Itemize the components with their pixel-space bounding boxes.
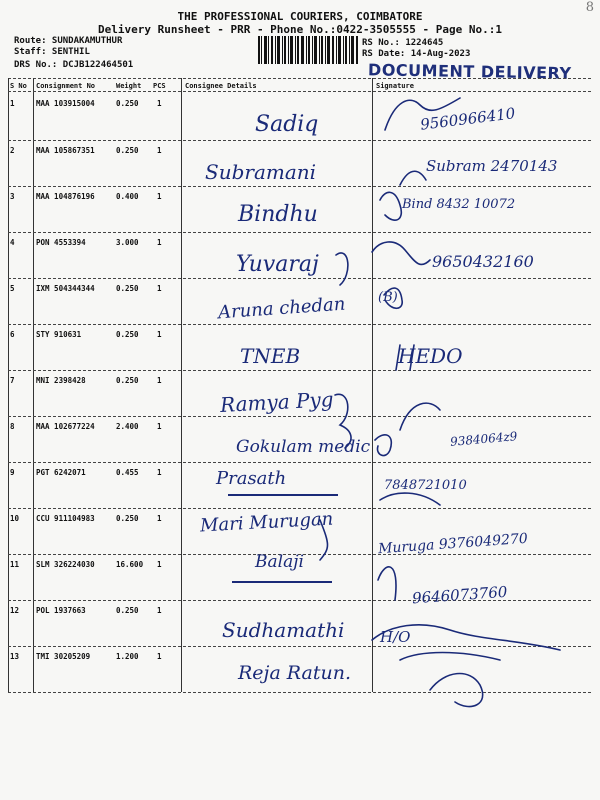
route-label: Route: SUNDAKAMUTHUR: [14, 36, 123, 46]
row-1-consignee: Sadiq: [255, 112, 319, 137]
row-9-sno: 9: [10, 468, 15, 477]
row-6-consignee: TNEB: [240, 344, 301, 368]
col-consignee: Consignee Details: [185, 82, 257, 90]
row-10-consignee: Mari Murugan: [199, 508, 334, 537]
row-3-signature: Bind 8432 10072: [402, 197, 516, 212]
row-12-weight: 0.250: [116, 606, 139, 615]
row-11-signature: Muruga 9376049270: [377, 530, 529, 558]
row-6-consignment: STY 910631: [36, 330, 82, 339]
row-12-sno: 12: [10, 606, 20, 615]
header-rule: [8, 78, 591, 79]
row-11-consignment: SLM 326224030: [36, 560, 95, 569]
row-5-sno: 5: [10, 284, 15, 293]
row-1-sno: 1: [10, 99, 15, 108]
row-7-weight: 0.250: [116, 376, 139, 385]
col-weight: Weight: [116, 82, 142, 90]
col-consignment: Consignment No: [36, 82, 96, 90]
row-11-pcs: 1: [157, 560, 162, 569]
company-title: THE PROFESSIONAL COURIERS, COIMBATORE: [177, 10, 423, 23]
runsheet-subtitle: Delivery Runsheet - PRR - Phone No.:0422-3505555 - Page No.:1: [98, 23, 502, 36]
row-5-signature: (B): [378, 290, 398, 305]
row-10-sno: 10: [10, 514, 20, 523]
barcode: [258, 36, 360, 64]
row-5-consignee: Aruna chedan: [217, 293, 346, 324]
row-1-consignment: MAA 103915004: [36, 99, 95, 108]
row-4-pcs: 1: [157, 238, 162, 247]
row-8-weight: 2.400: [116, 422, 139, 431]
row-4-signature: 9650432160: [432, 252, 534, 271]
strike-line: [232, 581, 332, 583]
row-4-weight: 3.000: [116, 238, 139, 247]
row-divider: [8, 278, 591, 279]
row-12-consignment: POL 1937663: [36, 606, 86, 615]
rs-number: RS No.: 1224645: [362, 38, 444, 48]
row-2-consignment: MAA 105867351: [36, 146, 95, 155]
row-3-consignee: Bindhu: [238, 202, 318, 227]
row-2-sno: 2: [10, 146, 15, 155]
row-divider: [8, 140, 591, 141]
row-8-consignee: Gokulam medic: [236, 437, 371, 457]
row-7-consignment: MNI 2398428: [36, 376, 86, 385]
row-13-weight: 1.200: [116, 652, 139, 661]
row-9-signature: 7848721010: [384, 478, 467, 493]
row-divider: [8, 646, 591, 647]
row-6-weight: 0.250: [116, 330, 139, 339]
row-6-sno: 6: [10, 330, 15, 339]
row-5-weight: 0.250: [116, 284, 139, 293]
row-8-consignment: MAA 102677224: [36, 422, 95, 431]
col-pcs: PCS: [153, 82, 166, 90]
row-11-weight: 16.600: [116, 560, 144, 569]
row-divider: [8, 91, 591, 92]
row-1-weight: 0.250: [116, 99, 139, 108]
row-13-sno: 13: [10, 652, 20, 661]
row-13-pcs: 1: [157, 652, 162, 661]
row-8-sno: 8: [10, 422, 15, 431]
row-11-consignee: Balaji: [255, 552, 304, 572]
row-3-pcs: 1: [157, 192, 162, 201]
row-3-weight: 0.400: [116, 192, 139, 201]
row-8-signature: 9384064z9: [449, 429, 518, 449]
rs-date: RS Date: 14-Aug-2023: [362, 49, 471, 59]
row-6-signature: HEDO: [398, 344, 463, 368]
row-divider: [8, 370, 591, 371]
row-4-consignment: PON 4553394: [36, 238, 86, 247]
row-1-pcs: 1: [157, 99, 162, 108]
row-12-signature: 9646073760: [411, 582, 508, 608]
row-12-consignee: Sudhamathi: [222, 618, 345, 642]
corner-mark: 8: [585, 0, 594, 15]
row-2-pcs: 1: [157, 146, 162, 155]
row-13-signature: H/O: [380, 628, 411, 646]
row-5-pcs: 1: [157, 284, 162, 293]
col-signature: Signature: [376, 82, 414, 90]
row-divider: [8, 324, 591, 325]
row-11-sno: 11: [10, 560, 20, 569]
row-7-consignee: Ramya Pyg: [219, 387, 335, 417]
row-divider: [8, 462, 591, 463]
row-9-consignee: Prasath: [216, 468, 287, 489]
staff-label: Staff: SENTHIL: [14, 47, 90, 57]
document-delivery-stamp: DOCUMENT DELIVERY: [367, 60, 572, 83]
row-2-consignee: Subramani: [205, 160, 317, 184]
row-13-consignment: TMI 30205209: [36, 652, 91, 661]
row-divider: [8, 232, 591, 233]
row-10-consignment: CCU 911104983: [36, 514, 95, 523]
row-10-weight: 0.250: [116, 514, 139, 523]
row-divider: [8, 508, 591, 509]
row-9-pcs: 1: [157, 468, 162, 477]
row-2-signature: Subram 2470143: [426, 157, 558, 175]
strike-line: [228, 494, 338, 496]
row-2-weight: 0.250: [116, 146, 139, 155]
row-13-consignee: Reja Ratun.: [238, 662, 352, 684]
row-4-sno: 4: [10, 238, 15, 247]
col-sno: S No: [10, 82, 27, 90]
row-7-sno: 7: [10, 376, 15, 385]
row-3-sno: 3: [10, 192, 15, 201]
row-10-pcs: 1: [157, 514, 162, 523]
row-7-pcs: 1: [157, 376, 162, 385]
row-5-consignment: IXM 504344344: [36, 284, 95, 293]
row-divider: [8, 416, 591, 417]
row-divider: [8, 186, 591, 187]
row-4-consignee: Yuvaraj: [236, 252, 319, 277]
drs-number: DRS No.: DCJB122464501: [14, 60, 134, 70]
row-8-pcs: 1: [157, 422, 162, 431]
row-9-weight: 0.455: [116, 468, 139, 477]
row-9-consignment: PGT 6242071: [36, 468, 86, 477]
row-12-pcs: 1: [157, 606, 162, 615]
row-3-consignment: MAA 104876196: [36, 192, 95, 201]
row-divider: [8, 692, 591, 693]
row-1-signature: 9560966410: [419, 104, 517, 134]
row-6-pcs: 1: [157, 330, 162, 339]
